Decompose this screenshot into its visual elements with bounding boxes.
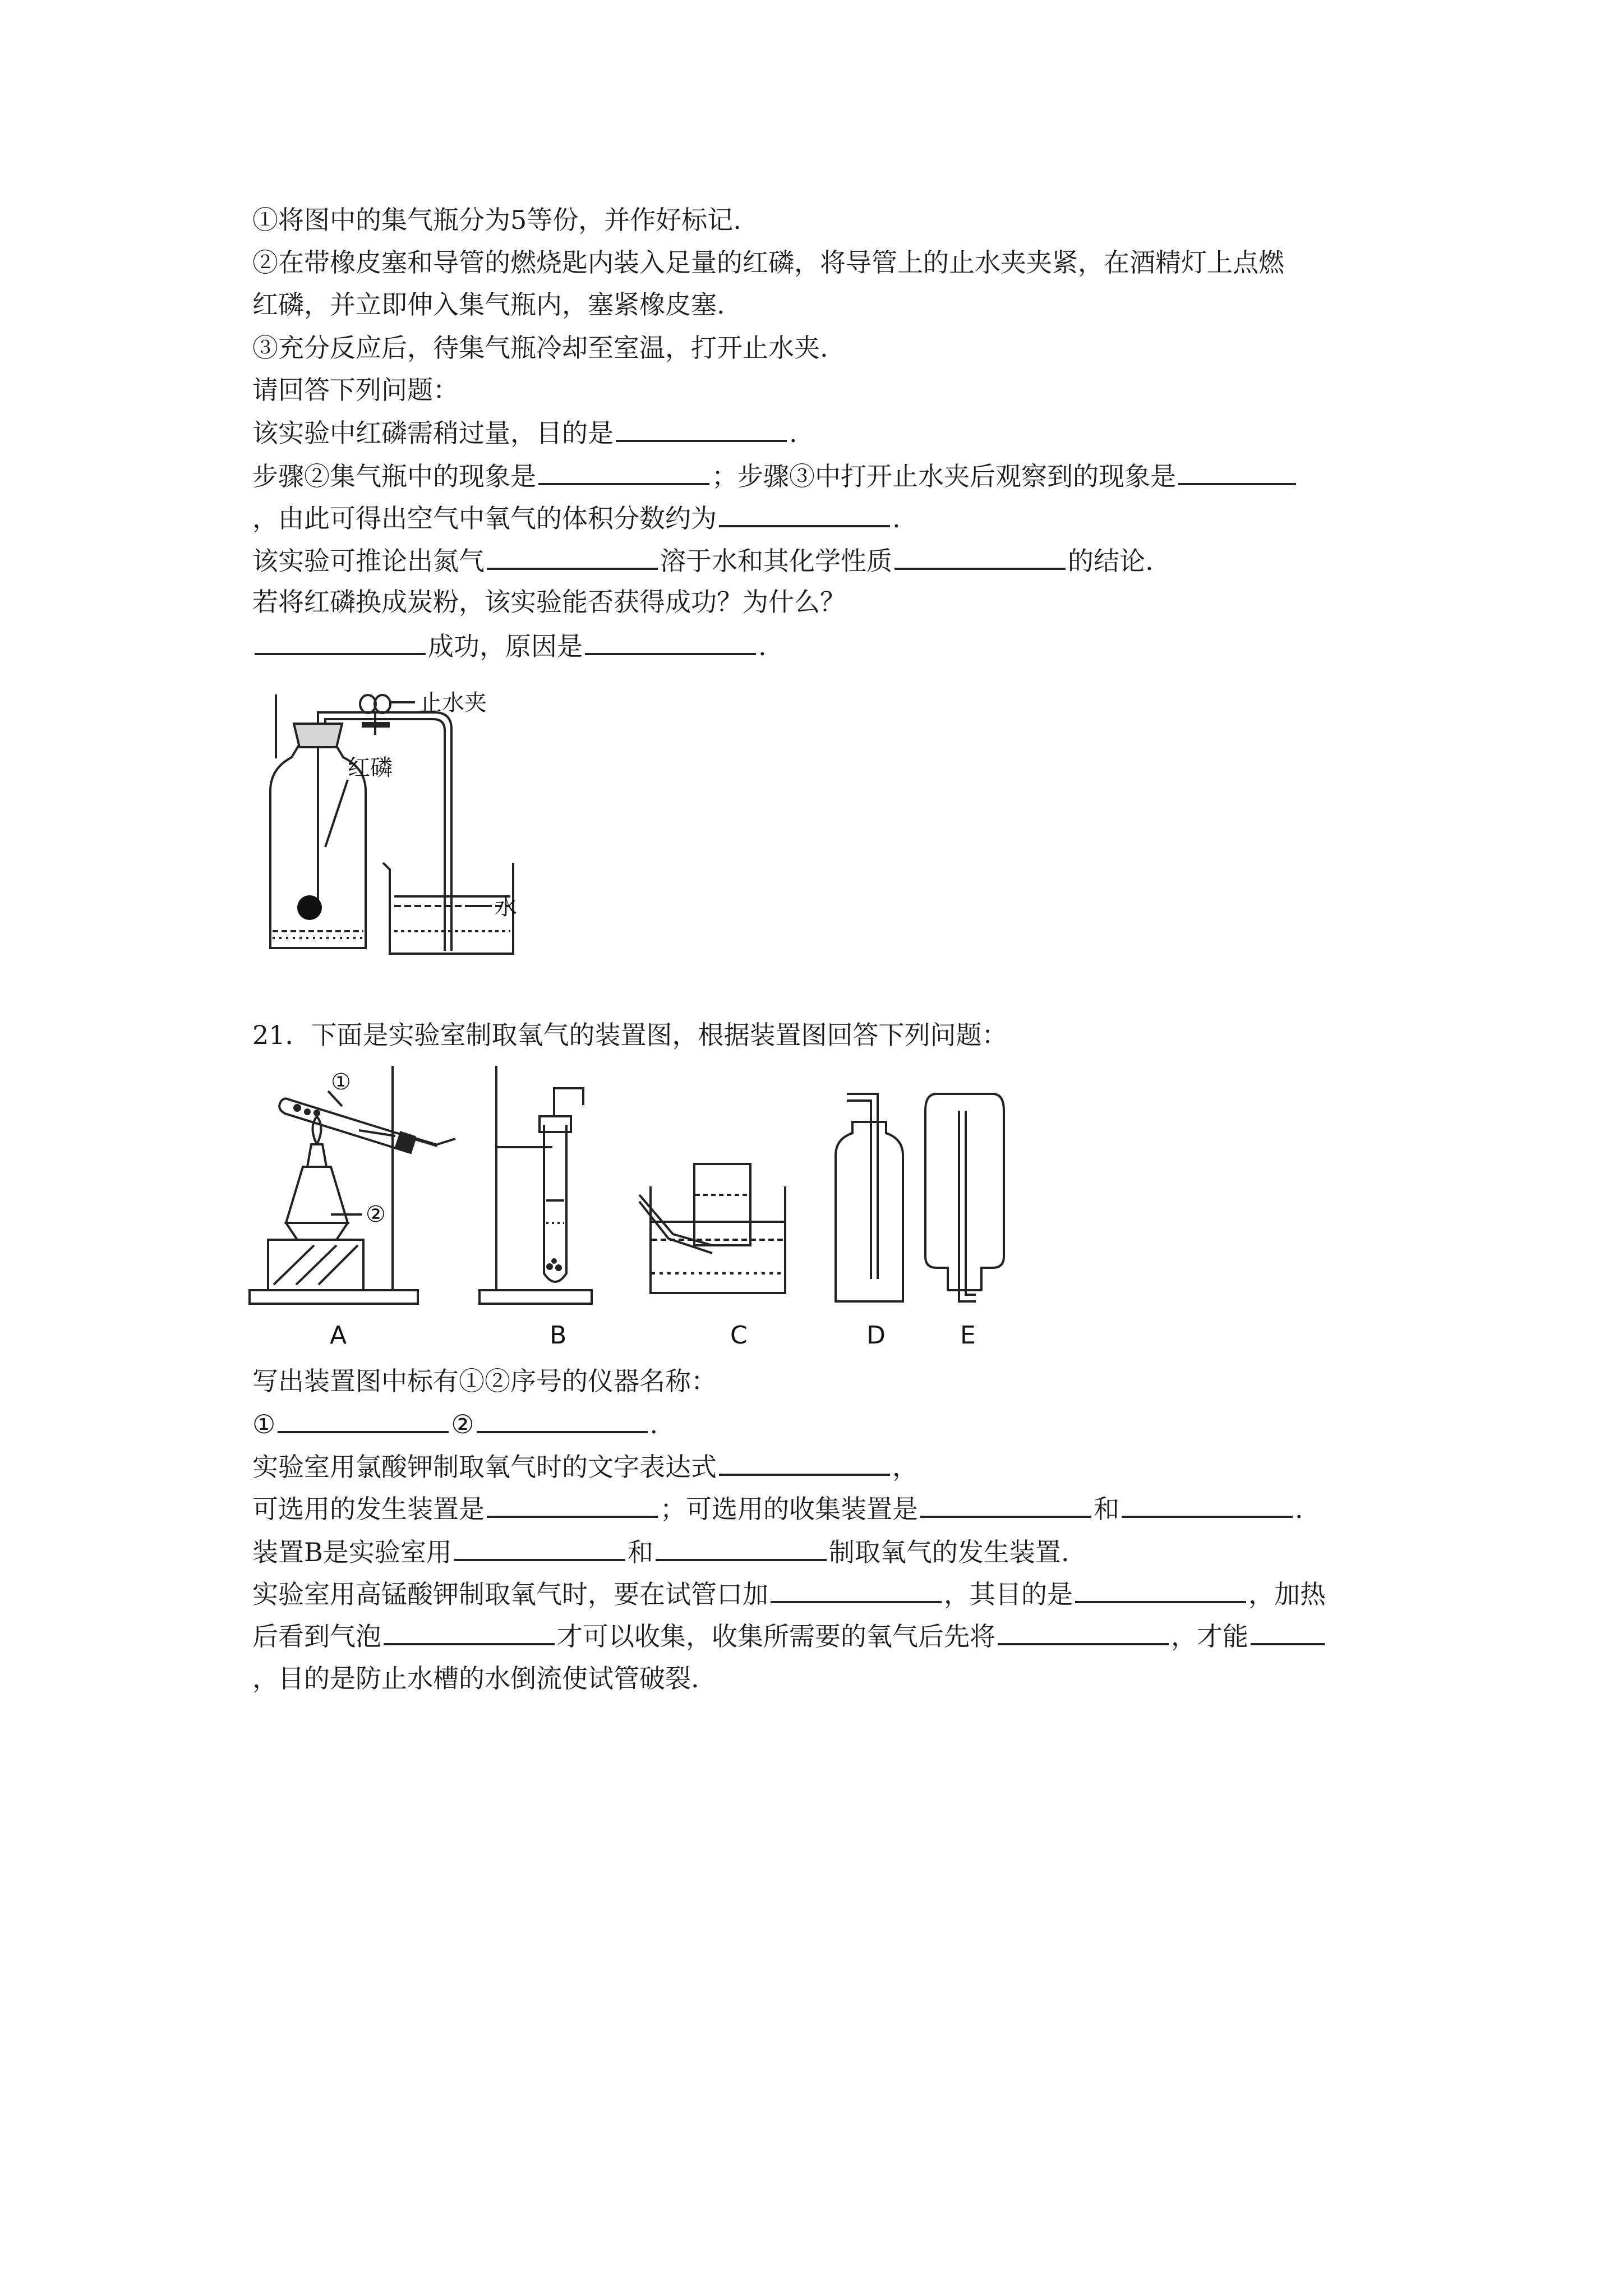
- oxygen-preparation-apparatus-figure: [247, 1055, 1060, 1358]
- q20-q3-period: .: [892, 503, 901, 533]
- answer-blank[interactable]: [719, 1449, 890, 1476]
- q21-q4-text-a: 可选用的发生装置是: [252, 1494, 485, 1524]
- answer-blank[interactable]: [278, 1406, 449, 1433]
- answer-blank[interactable]: [895, 543, 1066, 570]
- q21-q4-period: .: [1295, 1494, 1303, 1524]
- water-label: 水: [495, 894, 517, 920]
- q21-q6-text-a: 实验室用高锰酸钾制取氧气时，要在试管口加: [252, 1579, 768, 1609]
- q20-step3: ③充分反应后，待集气瓶冷却至室温，打开止水夹.: [252, 333, 828, 363]
- q20-q2-text-b: ；步骤③中打开止水夹后观察到的现象是: [712, 461, 1176, 491]
- apparatus-label-e: E: [960, 1321, 976, 1350]
- q21-question-4: [252, 1491, 1396, 1526]
- q21-q2-marker-1: ①: [252, 1409, 276, 1439]
- q20-q3-text: ，由此可得出空气中氧气的体积分数约为: [252, 503, 717, 533]
- answer-blank[interactable]: [1251, 1618, 1325, 1645]
- answer-blank[interactable]: [719, 500, 890, 527]
- answer-blank[interactable]: [255, 628, 426, 655]
- q21-q6-text-b: ，其目的是: [944, 1579, 1073, 1609]
- q20-q4-text-a: 该实验可推论出氮气: [252, 546, 485, 576]
- q21-q4-text-c: 和: [1094, 1494, 1119, 1524]
- marker-1: ①: [331, 1069, 351, 1095]
- q21-q7-text-a: 后看到气泡: [252, 1621, 381, 1651]
- q20-step1: ①将图中的集气瓶分为5等份，并作好标记.: [252, 205, 741, 235]
- q21-question-6: [252, 1576, 1396, 1611]
- q20-step2-line2: 红磷，并立即伸入集气瓶内，塞紧橡皮塞.: [252, 289, 725, 320]
- q20-question-3: [252, 500, 1396, 535]
- answer-blank[interactable]: [771, 1576, 942, 1603]
- q21-q6-text-c: ，加热: [1248, 1579, 1326, 1609]
- q21-question-2: [252, 1406, 1396, 1441]
- q20-prompt: 请回答下列问题：: [252, 375, 459, 405]
- answer-blank[interactable]: [920, 1491, 1091, 1518]
- q21-question-8: ，目的是防止水槽的水倒流使试管破裂.: [252, 1663, 699, 1694]
- q21-q5-text-c: 制取氧气的发生装置.: [828, 1537, 1069, 1567]
- answer-blank[interactable]: [384, 1618, 555, 1645]
- q21-q5-text-a: 装置B是实验室用: [252, 1537, 452, 1567]
- apparatus-label-d: D: [866, 1321, 886, 1350]
- q20-question-6: [252, 628, 1396, 663]
- answer-blank[interactable]: [538, 458, 709, 485]
- q21-q5-text-b: 和: [627, 1537, 653, 1567]
- answer-blank[interactable]: [487, 1491, 658, 1518]
- q21-q4-text-b: ；可选用的收集装置是: [660, 1494, 918, 1524]
- q20-q4-text-c: 的结论.: [1068, 546, 1154, 576]
- q20-q4-text-b: 溶于水和其化学性质: [660, 546, 892, 576]
- q21-title: 21．下面是实验室制取氧气的装置图，根据装置图回答下列问题：: [252, 1020, 1008, 1050]
- answer-blank[interactable]: [487, 543, 658, 570]
- q21-q3-text: 实验室用氯酸钾制取氧气时的文字表达式: [252, 1452, 717, 1482]
- oxygen-volume-apparatus-figure: [236, 684, 628, 965]
- q21-q7-text-b: 才可以收集，收集所需要的氧气后先将: [557, 1621, 995, 1651]
- answer-blank[interactable]: [454, 1534, 625, 1561]
- answer-blank[interactable]: [477, 1406, 648, 1433]
- apparatus-label-b: B: [550, 1321, 567, 1350]
- answer-blank[interactable]: [1075, 1576, 1246, 1603]
- q21-question-3: [252, 1449, 1396, 1484]
- phosphorus-label: 红磷: [348, 755, 393, 781]
- q21-question-7: [252, 1618, 1396, 1653]
- q21-q7-text-c: ，才能: [1171, 1621, 1248, 1651]
- q21-q2-marker-2: ②: [451, 1409, 474, 1439]
- q20-question-4: [252, 543, 1396, 578]
- answer-blank[interactable]: [1122, 1491, 1293, 1518]
- q20-q6-period: .: [758, 631, 767, 661]
- q21-question-1: 写出装置图中标有①②序号的仪器名称：: [252, 1366, 717, 1396]
- marker-2: ②: [366, 1202, 386, 1227]
- answer-blank[interactable]: [585, 628, 756, 655]
- q20-question-5: 若将红磷换成炭粉，该实验能否获得成功？为什么？: [252, 587, 846, 617]
- q20-q1-period: .: [789, 418, 797, 448]
- q21-q3-comma: ，: [892, 1452, 918, 1482]
- apparatus-label-c: C: [730, 1321, 748, 1350]
- q21-q2-period: .: [649, 1409, 658, 1439]
- answer-blank[interactable]: [656, 1534, 827, 1561]
- apparatus-label-a: A: [330, 1321, 347, 1350]
- q20-q2-text-a: 步骤②集气瓶中的现象是: [252, 461, 536, 491]
- answer-blank[interactable]: [1178, 458, 1296, 485]
- q20-question-1: [252, 415, 1396, 450]
- q20-q6-text: 成功，原因是: [428, 631, 583, 661]
- q20-question-2: [252, 458, 1396, 493]
- clip-label: 止水夹: [419, 690, 487, 716]
- answer-blank[interactable]: [998, 1618, 1169, 1645]
- q20-step2-line1: ②在带橡皮塞和导管的燃烧匙内装入足量的红磷，将导管上的止水夹夹紧，在酒精灯上点燃: [252, 247, 1284, 278]
- answer-blank[interactable]: [616, 415, 787, 442]
- q20-q1-text: 该实验中红磷需稍过量，目的是: [252, 418, 614, 448]
- q21-question-5: [252, 1534, 1396, 1569]
